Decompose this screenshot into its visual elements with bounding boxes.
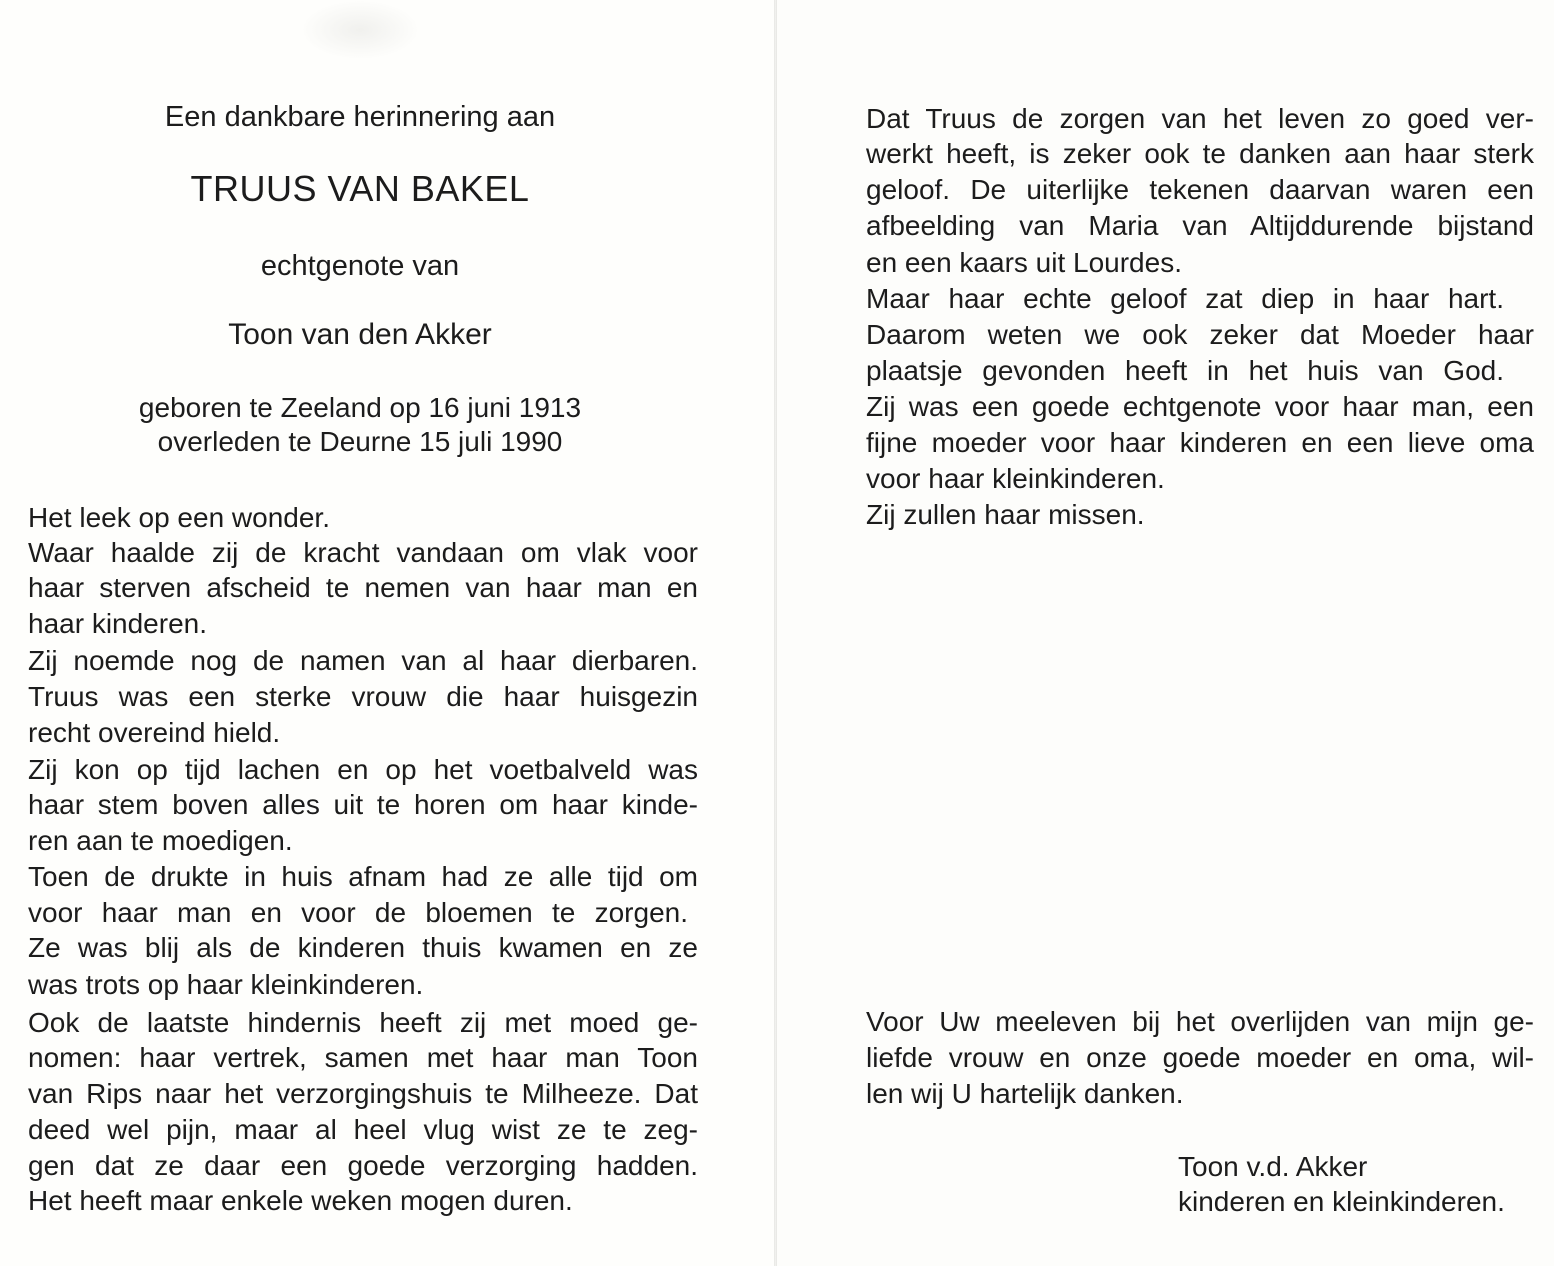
thanks-line: Voor Uw meeleven bij het overlijden van mijn ge-	[866, 1006, 1534, 1037]
body-line: ren aan te moedigen.	[28, 825, 293, 856]
body-line: nomen: haar vertrek, samen met haar man Toon	[28, 1042, 698, 1073]
body-line: Daarom weten we ook zeker dat Moeder haar	[866, 319, 1534, 350]
body-line: Ze was blij als de kinderen thuis kwamen en ze	[28, 932, 698, 963]
signature-family: kinderen en kleinkinderen.	[1178, 1186, 1505, 1217]
thanks-line: liefde vrouw en onze goede moeder en oma, wil-	[866, 1042, 1534, 1073]
body-line: haar kinderen.	[28, 608, 208, 639]
body-line: Dat Truus de zorgen van het leven zo goed ver-	[866, 103, 1534, 134]
body-line: Toen de drukte in huis afnam had ze alle tijd om	[28, 861, 698, 892]
body-line: recht overeind hield.	[28, 717, 281, 748]
body-line: voor haar man en voor de bloemen te zorgen.	[28, 897, 688, 928]
body-line: Waar haalde zij de kracht vandaan om vlak voor	[28, 537, 698, 568]
body-line: voor haar kleinkinderen.	[866, 463, 1165, 494]
body-line: Zij kon op tijd lachen en op het voetbalveld was	[28, 754, 698, 785]
body-line: haar stem boven alles uit te horen om haar kinde-	[28, 789, 698, 820]
body-line: Truus was een sterke vrouw die haar huisgezin	[28, 681, 698, 712]
body-line: van Rips naar het verzorgingshuis te Milheeze. Dat	[28, 1078, 698, 1109]
body-line: afbeelding van Maria van Altijddurende bijstand	[866, 210, 1534, 241]
body-line: plaatsje gevonden heeft in het huis van God.	[866, 355, 1504, 386]
card-fold	[774, 0, 777, 1266]
body-line: Zij was een goede echtgenote voor haar man, een	[866, 391, 1534, 422]
body-line: Het leek op een wonder.	[28, 502, 330, 533]
body-line: Maar haar echte geloof zat diep in haar hart.	[866, 283, 1504, 314]
body-line: Het heeft maar enkele weken mogen duren.	[28, 1185, 573, 1216]
birth-line: geboren te Zeeland op 16 juni 1913	[138, 392, 582, 423]
body-line: werkt heeft, is zeker ook te danken aan haar sterk	[866, 138, 1534, 169]
body-line: en een kaars uit Lourdes.	[866, 247, 1182, 278]
body-line: haar sterven afscheid te nemen van haar man en	[28, 572, 698, 603]
body-line: Zij zullen haar missen.	[866, 499, 1145, 530]
death-line: overleden te Deurne 15 juli 1990	[157, 426, 563, 457]
body-line: was trots op haar kleinkinderen.	[28, 969, 424, 1000]
body-line: Zij noemde nog de namen van al haar dierbaren.	[28, 645, 698, 676]
spouse-label: echtgenote van	[260, 250, 460, 282]
body-line: geloof. De uiterlijke tekenen daarvan waren een	[866, 174, 1534, 205]
thanks-line: len wij U hartelijk danken.	[866, 1078, 1184, 1109]
body-line: deed wel pijn, maar al heel vlug wist ze te zeg-	[28, 1114, 698, 1145]
deceased-name: TRUUS VAN BAKEL	[190, 168, 530, 209]
body-line: fijne moeder voor haar kinderen en een lieve oma	[866, 427, 1534, 458]
spouse-name: Toon van den Akker	[228, 318, 492, 351]
signature-name: Toon v.d. Akker	[1178, 1151, 1368, 1182]
paper-smudge	[300, 0, 420, 60]
body-line: Ook de laatste hindernis heeft zij met moed ge-	[28, 1007, 698, 1038]
intro-text: Een dankbare herinnering aan	[164, 101, 556, 133]
body-line: gen dat ze daar een goede verzorging hadden.	[28, 1150, 698, 1181]
